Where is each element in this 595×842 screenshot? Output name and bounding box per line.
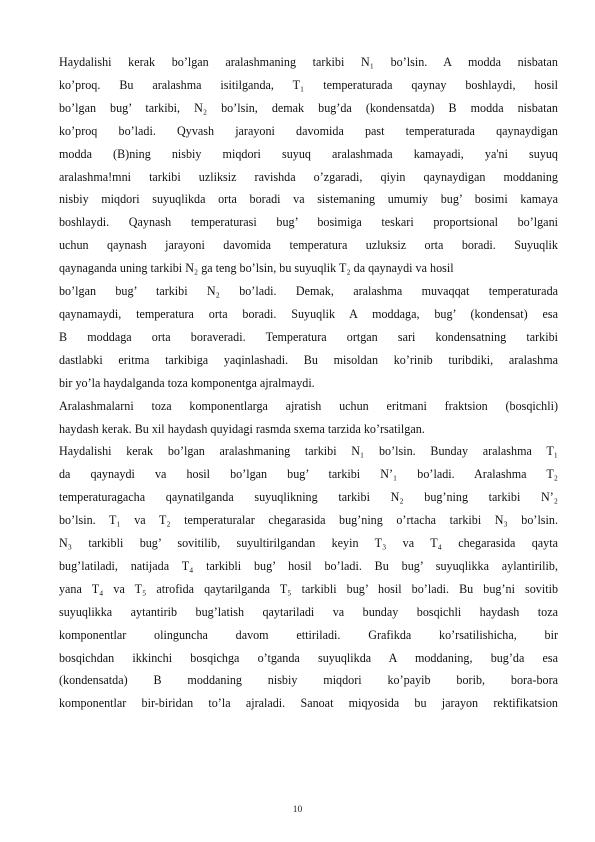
text-line: bo’lsin. T₁ va T₂ temperaturalar chegarasida bug’ning o’rtacha tarkibi N₃ bo’lsin.: [59, 513, 558, 528]
text-line: Haydalishi kerak bo’lgan aralashmaning tarkibi N₁ bo’lsin. A modda nisbatan: [59, 55, 558, 69]
text-line: aralashma!mni tarkibi uzliksiz ravishda o’zgaradi, qiyin qaynaydigan moddaning: [59, 169, 558, 184]
text-line: da qaynaydi va hosil bo’lgan bug’ tarkibi N’₁ bo’ladi. Aralashma T₂: [59, 467, 558, 482]
text-line: N₃ tarkibli bug’ sovitilib, suyultirilgandan keyin T₃ va T₄ chegarasida qayta: [59, 536, 558, 551]
text-line: temperaturagacha qaynatilganda suyuqlikning tarkibi N₂ bug’ning tarkibi N’₂: [59, 490, 558, 505]
text-line: qaynaganda uning tarkibi N₂ ga teng bo’lsin, bu suyuqlik T₂ da qaynaydi va hosil: [59, 261, 454, 276]
text-line: Haydalishi kerak bo’lgan aralashmaning tarkibi N₁ bo’lsin. Bunday aralashma T₁: [59, 444, 558, 459]
text-line: boshlaydi. Qaynash temperaturasi bug’ bosimiga teskari proportsional bo’lgani: [59, 215, 558, 230]
text-line: ko’proq bo’ladi. Qyvash jarayoni davomida past temperaturada qaynaydigan: [59, 123, 558, 138]
text-line: B moddaga orta boraveradi. Temperatura ortgan sari kondensatning tarkibi: [59, 329, 558, 344]
text-line: bir yo’la haydalganda toza komponentga ajralmaydi.: [59, 375, 315, 390]
text-line: uchun qaynash jarayoni davomida temperatura uzluksiz orta boradi. Suyuqlik: [59, 238, 558, 253]
text-line: bosqichdan ikkinchi bosqichga o’tganda suyuqlikda A moddaning, bug’da esa: [59, 650, 558, 665]
text-line: modda (B)ning nisbiy miqdori suyuq aralashmada kamayadi, ya'ni suyuq: [59, 146, 558, 161]
text-line: qaynamaydi, temperatura orta boradi. Suyuqlik A moddaga, bug’ (kondensat) esa: [59, 306, 558, 321]
text-line: haydash kerak. Bu xil haydash quyidagi rasmda sxema tarzida ko’rsatilgan.: [59, 421, 425, 436]
document-body: [59, 51, 558, 715]
text-line: ko’proq. Bu aralashma isitilganda, T₁ temperaturada qaynay boshlaydi, hosil: [59, 77, 558, 92]
text-line: komponentlar olinguncha davom ettiriladi. Grafikda ko’rsatilishicha, bir: [59, 627, 558, 642]
text-line: nisbiy miqdori suyuqlikda orta boradi va sistemaning umumiy bug’ bosimi kamaya: [59, 192, 558, 207]
text-line: komponentlar bir-biridan to’la ajraladi. Sanoat miqyosida bu jarayon rektifikatsion: [59, 696, 558, 711]
body-text: [59, 51, 558, 715]
page-number: 10: [292, 805, 303, 815]
text-line: (kondensatda) B moddaning nisbiy miqdori ko’payib borib, bora-bora: [59, 673, 558, 688]
text-line: bo’lgan bug’ tarkibi N₂ bo’ladi. Demak, aralashma muvaqqat temperaturada: [59, 284, 558, 299]
text-line: suyuqlikka aytantirib bug’latish qaytariladi va bunday bosqichli haydash toza: [59, 604, 558, 619]
text-line: yana T₄ va T₅ atrofida qaytarilganda T₅ tarkibli bug’ hosil bo’ladi. Bu bug’ni sovitib: [59, 581, 558, 596]
text-line: bo’lgan bug’ tarkibi, N₂ bo’lsin, demak bug’da (kondensatda) B modda nisbatan: [59, 100, 558, 115]
text-line: bug’latiladi, natijada T₄ tarkibli bug’ hosil bo’ladi. Bu bug’ suyuqlikka aylantirilib,: [59, 558, 558, 573]
text-line: dastlabki eritma tarkibiga yaqinlashadi. Bu misoldan ko’rinib turibdiki, aralashma: [59, 352, 558, 367]
text-line: Aralashmalarni toza komponentlarga ajratish uchun eritmani fraktsion (bosqichli): [59, 398, 558, 413]
